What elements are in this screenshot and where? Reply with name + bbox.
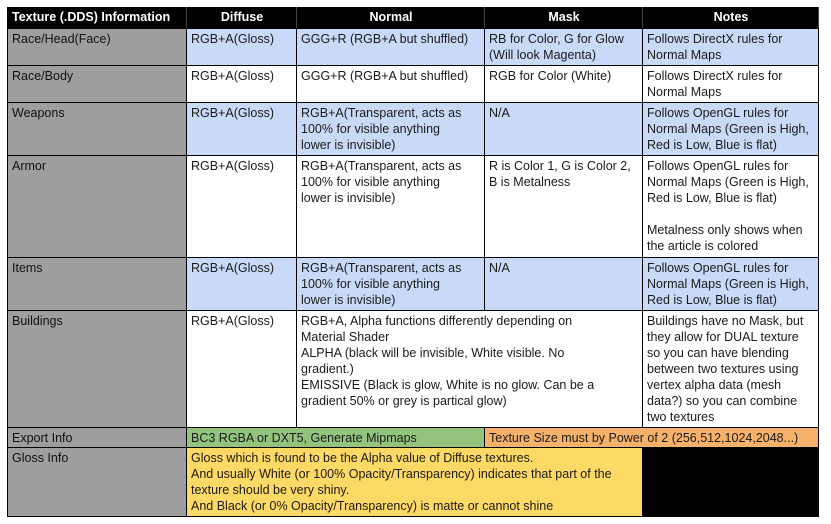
row-category[interactable]: Race/Body: [7, 66, 187, 103]
cell-normal[interactable]: GGG+R (RGB+A but shuffled): [297, 29, 485, 66]
cell-notes[interactable]: Follows OpenGL rules for Normal Maps (Green is High, Red is Low, Blue is flat) Metalness only shows when the article is colored: [643, 156, 819, 258]
cell-mask[interactable]: N/A: [485, 258, 643, 311]
cell-diffuse[interactable]: RGB+A(Gloss): [187, 311, 297, 428]
cell-normal[interactable]: RGB+A(Transparent, acts as 100% for visible anything lower is invisible): [297, 258, 485, 311]
cell-gloss-description[interactable]: Gloss which is found to be the Alpha value of Diffuse textures. And usually White (or 100% Opacity/Transparency) indicates that part of the texture should be very shiny. And Black (or 0% Opacity/Transparency) is matte or cannot shine: [187, 448, 643, 517]
cell-diffuse[interactable]: RGB+A(Gloss): [187, 156, 297, 258]
header-texture-info[interactable]: Texture (.DDS) Information: [7, 7, 187, 29]
texture-info-table: [7, 7, 830, 517]
gloss-info-row: [7, 448, 830, 517]
header-normal[interactable]: Normal: [297, 7, 485, 29]
cell-mask[interactable]: RB for Color, G for Glow (Will look Magenta): [485, 29, 643, 66]
cell-diffuse[interactable]: RGB+A(Gloss): [187, 258, 297, 311]
cell-texture-size[interactable]: Texture Size must by Power of 2 (256,512,1024,2048...): [485, 428, 819, 448]
cell-normal[interactable]: GGG+R (RGB+A but shuffled): [297, 66, 485, 103]
row-category[interactable]: Race/Head(Face): [7, 29, 187, 66]
header-mask[interactable]: Mask: [485, 7, 643, 29]
cell-notes[interactable]: Follows OpenGL rules for Normal Maps (Green is High, Red is Low, Blue is flat): [643, 258, 819, 311]
cell-mask[interactable]: N/A: [485, 103, 643, 156]
header-diffuse[interactable]: Diffuse: [187, 7, 297, 29]
row-category[interactable]: Gloss Info: [7, 448, 187, 517]
cell-notes[interactable]: Buildings have no Mask, but they allow for DUAL texture so you can have blending between two textures using vertex alpha data (mesh data?) so you can combine two textures: [643, 311, 819, 428]
table-row: [7, 311, 830, 428]
cell-export-format[interactable]: BC3 RGBA or DXT5, Generate Mipmaps: [187, 428, 485, 448]
row-category[interactable]: Weapons: [7, 103, 187, 156]
header-row: [7, 7, 830, 29]
row-category[interactable]: Export Info: [7, 428, 187, 448]
table-row: [7, 103, 830, 156]
cell-normal-mask-merged[interactable]: RGB+A, Alpha functions differently depending on Material Shader ALPHA (black will be invisible, White visible. No gradient.) EMISSIVE (Black is glow, White is no glow. Can be a gradient 50% or grey is partical glow): [297, 311, 643, 428]
row-category[interactable]: Items: [7, 258, 187, 311]
table-row: [7, 258, 830, 311]
row-category[interactable]: Buildings: [7, 311, 187, 428]
cell-mask[interactable]: R is Color 1, G is Color 2, B is Metalness: [485, 156, 643, 258]
cell-normal[interactable]: RGB+A(Transparent, acts as 100% for visible anything lower is invisible): [297, 103, 485, 156]
table-row: [7, 29, 830, 66]
cell-notes[interactable]: Follows DirectX rules for Normal Maps: [643, 66, 819, 103]
export-info-row: [7, 428, 830, 448]
cell-diffuse[interactable]: RGB+A(Gloss): [187, 66, 297, 103]
cell-normal[interactable]: RGB+A(Transparent, acts as 100% for visible anything lower is invisible): [297, 156, 485, 258]
table-row: [7, 66, 830, 103]
cell-mask[interactable]: RGB for Color (White): [485, 66, 643, 103]
cell-diffuse[interactable]: RGB+A(Gloss): [187, 29, 297, 66]
table-row: [7, 156, 830, 258]
cell-empty-black[interactable]: [643, 448, 819, 517]
header-notes[interactable]: Notes: [643, 7, 819, 29]
cell-notes[interactable]: Follows OpenGL rules for Normal Maps (Green is High, Red is Low, Blue is flat): [643, 103, 819, 156]
cell-diffuse[interactable]: RGB+A(Gloss): [187, 103, 297, 156]
row-category[interactable]: Armor: [7, 156, 187, 258]
cell-notes[interactable]: Follows DirectX rules for Normal Maps: [643, 29, 819, 66]
